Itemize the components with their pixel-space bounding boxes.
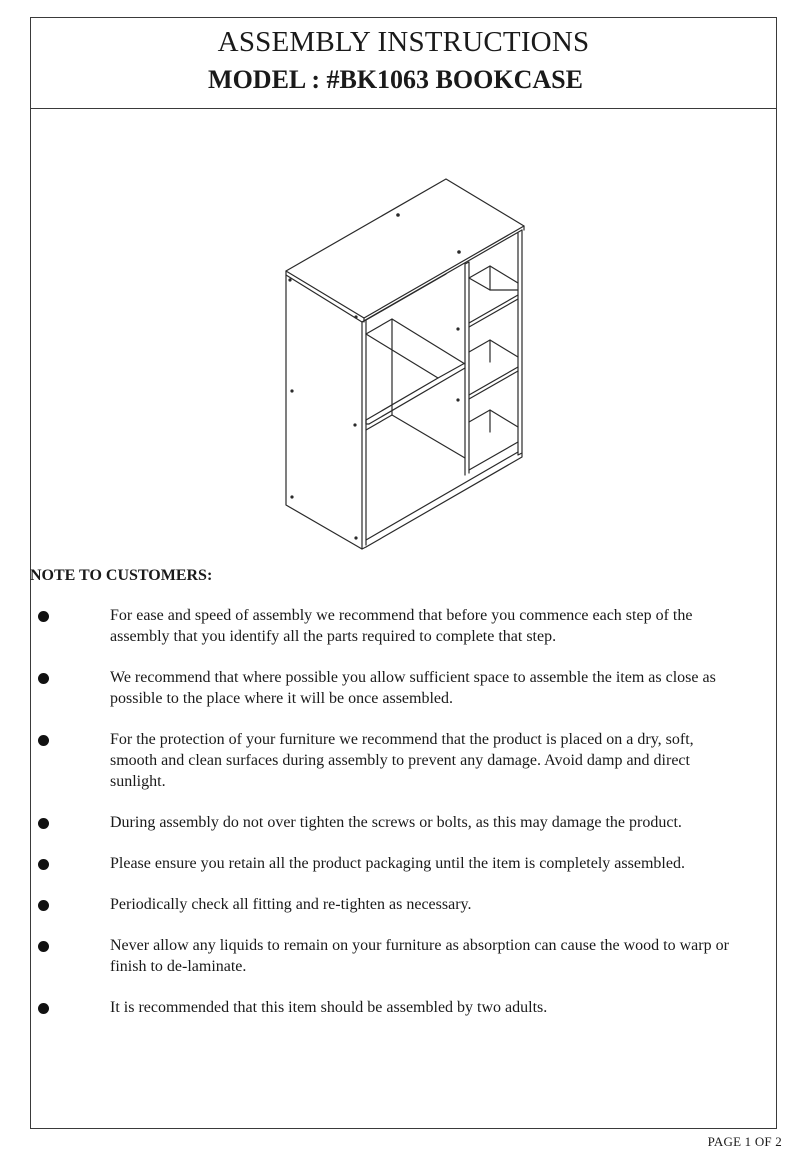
- bullet-icon: [38, 1003, 49, 1014]
- bullet-icon: [38, 611, 49, 622]
- bullet-icon: [38, 900, 49, 911]
- note-text: Never allow any liquids to remain on your furniture as absorption can cause the wood to warp or finish to de-laminate.: [110, 937, 729, 975]
- model-title: MODEL : #BK1063 BOOKCASE: [208, 65, 583, 94]
- note-item: [30, 729, 730, 792]
- note-text: For the protection of your furniture we recommend that the product is placed on a dry, soft, smooth and clean surfaces during assembly to prevent any damage. Avoid damp and direct sunlight.: [110, 731, 694, 790]
- document-title: ASSEMBLY INSTRUCTIONS: [217, 26, 590, 58]
- bullet-icon: [38, 818, 49, 829]
- notes-heading: NOTE TO CUSTOMERS:: [30, 567, 213, 584]
- page-number: PAGE 1 OF 2: [707, 1134, 782, 1149]
- note-text: Periodically check all fitting and re-tighten as necessary.: [110, 896, 472, 913]
- bullet-icon: [38, 735, 49, 746]
- note-text: Please ensure you retain all the product packaging until the item is completely assembled.: [110, 855, 685, 872]
- bullet-icon: [38, 673, 49, 684]
- note-item: [30, 894, 730, 915]
- note-text: For ease and speed of assembly we recommend that before you commence each step of the assembly that you identify all the parts required to complete that step.: [110, 607, 693, 645]
- note-item: [30, 667, 730, 709]
- note-text: We recommend that where possible you allow sufficient space to assemble the item as close as possible to the place where it will be once assembled.: [110, 669, 716, 707]
- note-item: [30, 812, 730, 833]
- bookcase-icon: [286, 179, 524, 549]
- note-text: It is recommended that this item should be assembled by two adults.: [110, 999, 548, 1016]
- bullet-icon: [38, 941, 49, 952]
- note-item: [30, 605, 730, 647]
- note-text: During assembly do not over tighten the screws or bolts, as this may damage the product.: [110, 814, 682, 831]
- note-item: [30, 997, 730, 1018]
- note-item: [30, 853, 730, 874]
- notes-list: [30, 605, 730, 1038]
- bullet-icon: [38, 859, 49, 870]
- note-item: [30, 935, 730, 977]
